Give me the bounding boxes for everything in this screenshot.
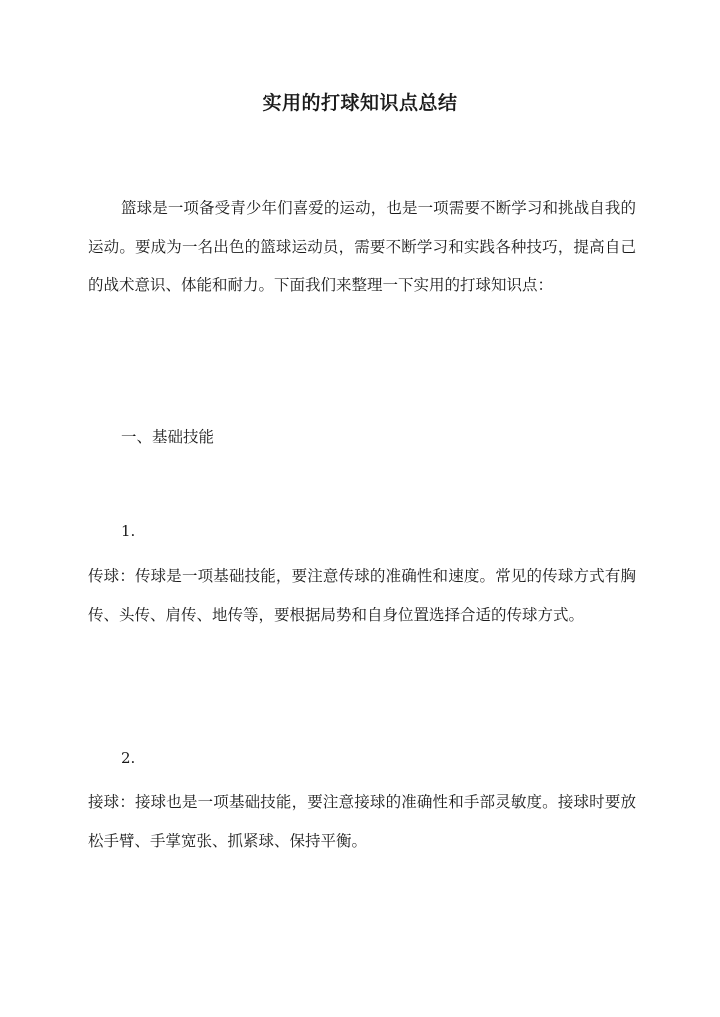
item-number-2: 2. xyxy=(121,749,136,767)
document-title: 实用的打球知识点总结 xyxy=(262,92,458,114)
item-text-1: 传球：传球是一项基础技能，要注意传球的准确性和速度。常见的传球方式有胸传、头传、肩传、地传等，要根据局势和自身位置选择合适的传球方式。 xyxy=(88,567,636,624)
item-text-2: 接球：接球也是一项基础技能，要注意接球的准确性和手部灵敏度。接球时要放松手臂、手掌宽张、抓紧球、保持平衡。 xyxy=(88,793,636,850)
section-heading: 一、基础技能 xyxy=(121,428,215,446)
item-number-1: 1. xyxy=(121,522,136,540)
intro-paragraph: 篮球是一项备受青少年们喜爱的运动，也是一项需要不断学习和挑战自我的运动。要成为一名出色的篮球运动员，需要不断学习和实践各种技巧，提高自己的战术意识、体能和耐力。下面我们来整理一下实用的打球知识点： xyxy=(88,199,636,294)
